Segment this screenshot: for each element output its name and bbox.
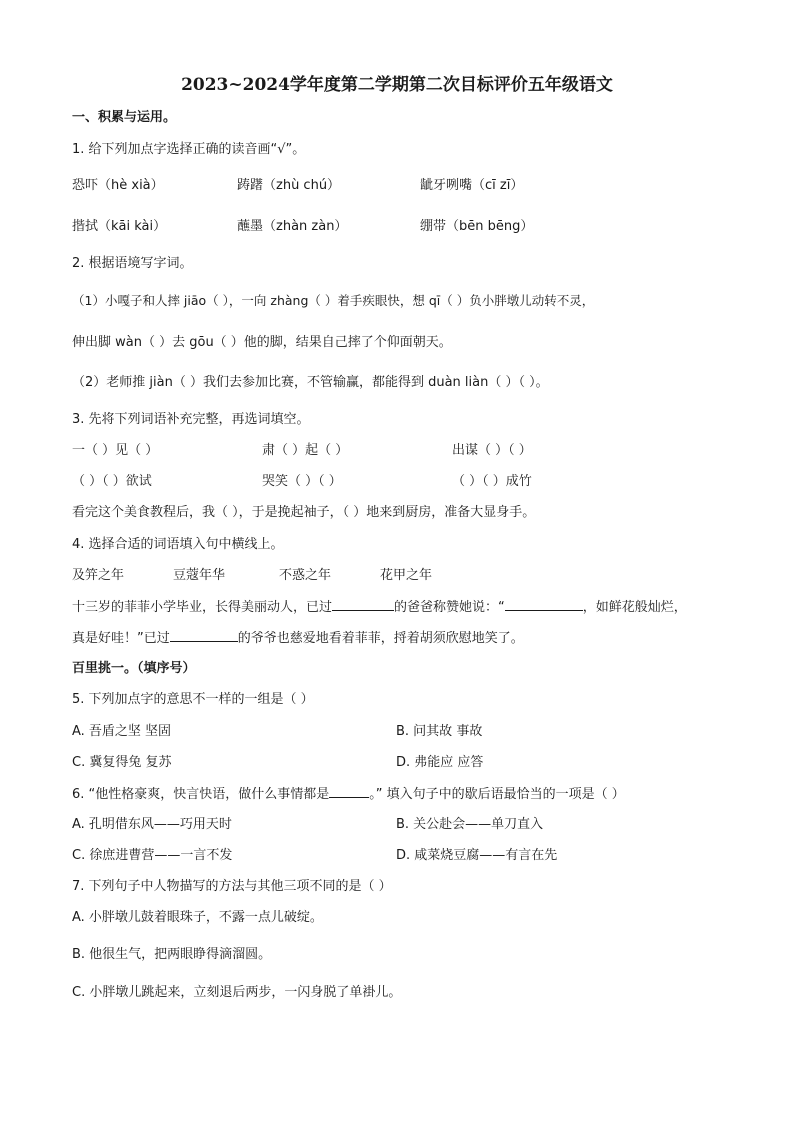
q6-text: 。” 填入句子中的歇后语最恰当的一项是（ ） [369, 787, 625, 802]
q6-option-b: B. 关公赴会——单刀直入 [396, 817, 544, 832]
q4-sentence-1 [72, 597, 687, 618]
answer-blank[interactable] [329, 784, 369, 798]
q7-option-c: C. 小胖墩儿跳起来，立刻退后两步，一闪身脱了单褂儿。 [72, 985, 402, 1000]
q1-item: 绷带（bēn bēng） [420, 219, 534, 234]
q2-line: （1）小嘎子和人摔 jiāo（ ），一向 zhàng（ ）着手疾眼快，想 qī（ ）负小胖墩儿动转不灵， [72, 293, 595, 308]
q3-item: （ ）（ ）成竹 [452, 474, 532, 489]
q4-option: 豆蔻年华 [173, 568, 226, 583]
q4-text: 真是好哇！”已过 [72, 631, 170, 646]
q5-option-b: B. 问其故 事故 [396, 724, 483, 739]
q4-option: 花甲之年 [380, 568, 433, 583]
q4-text: 的爷爷也慈爱地看着菲菲，捋着胡须欣慰地笑了。 [237, 631, 524, 646]
q6-text: 6. “他性格豪爽，快言快语，做什么事情都是 [72, 787, 330, 802]
q4-sentence-2 [72, 628, 524, 649]
q2-line: （2）老师推 jiàn（ ）我们去参加比赛，不管输赢，都能得到 duàn liàn（ ）（ ）。 [72, 375, 549, 390]
q3-item: 肃（ ）起（ ） [262, 443, 349, 458]
q5-stem: 5. 下列加点字的意思不一样的一组是（ ） [72, 692, 314, 707]
q6-option-d: D. 咸菜烧豆腐——有言在先 [396, 848, 558, 863]
section-heading-2: 百里挑一。（填序号） [72, 661, 196, 676]
q2-line: 伸出脚 wàn（ ）去 gōu（ ）他的脚，结果自己摔了个仰面朝天。 [72, 335, 452, 350]
q1-item: 踌躇（zhù chú） [237, 178, 341, 193]
q2-stem: 2. 根据语境写字词。 [72, 256, 193, 271]
section-heading-1: 一、积累与运用。 [72, 110, 177, 125]
q6-stem [72, 784, 625, 805]
q4-option: 不惑之年 [279, 568, 332, 583]
q4-text: 十三岁的菲菲小学毕业，长得美丽动人，已过 [72, 600, 333, 615]
q4-option: 及笄之年 [72, 568, 125, 583]
q5-option-a: A. 吾盾之坚 坚固 [72, 724, 172, 739]
q5-option-d: D. 弗能应 应答 [396, 755, 484, 770]
q5-option-c: C. 冀复得兔 复苏 [72, 755, 172, 770]
q7-stem: 7. 下列句子中人物描写的方法与其他三项不同的是（ ） [72, 879, 392, 894]
answer-blank[interactable] [332, 597, 394, 611]
q3-stem: 3. 先将下列词语补充完整，再选词填空。 [72, 412, 310, 427]
q3-item: 出谋（ ）（ ） [452, 443, 532, 458]
q6-option-c: C. 徐庶进曹营——一言不发 [72, 848, 233, 863]
page-title: 2023~2024学年度第二学期第二次目标评价五年级语文 [181, 75, 613, 95]
q7-option-b: B. 他很生气，把两眼睁得滴溜圆。 [72, 947, 272, 962]
q3-sentence: 看完这个美食教程后，我（ ），于是挽起袖子，（ ）地来到厨房，准备大显身手。 [72, 505, 536, 520]
q4-text: 的爸爸称赞她说：“ [394, 600, 505, 615]
q4-stem: 4. 选择合适的词语填入句中横线上。 [72, 537, 284, 552]
q1-item: 揩拭（kāi kài） [72, 219, 167, 234]
q6-option-a: A. 孔明借东风——巧用天时 [72, 817, 232, 832]
q1-item: 龇牙咧嘴（cī zī） [420, 178, 524, 193]
q1-item: 恐吓（hè xià） [72, 178, 164, 193]
q3-item: 一（ ）见（ ） [72, 443, 159, 458]
answer-blank[interactable] [505, 597, 583, 611]
q1-stem: 1. 给下列加点字选择正确的读音画“√”。 [72, 142, 306, 157]
answer-blank[interactable] [170, 628, 238, 642]
q3-item: （ ）（ ）欲试 [72, 474, 152, 489]
q1-item: 蘸墨（zhàn zàn） [237, 219, 348, 234]
q4-text: ，如鲜花般灿烂， [582, 600, 687, 615]
q7-option-a: A. 小胖墩儿鼓着眼珠子，不露一点儿破绽。 [72, 910, 323, 925]
q3-item: 哭笑（ ）（ ） [262, 474, 342, 489]
